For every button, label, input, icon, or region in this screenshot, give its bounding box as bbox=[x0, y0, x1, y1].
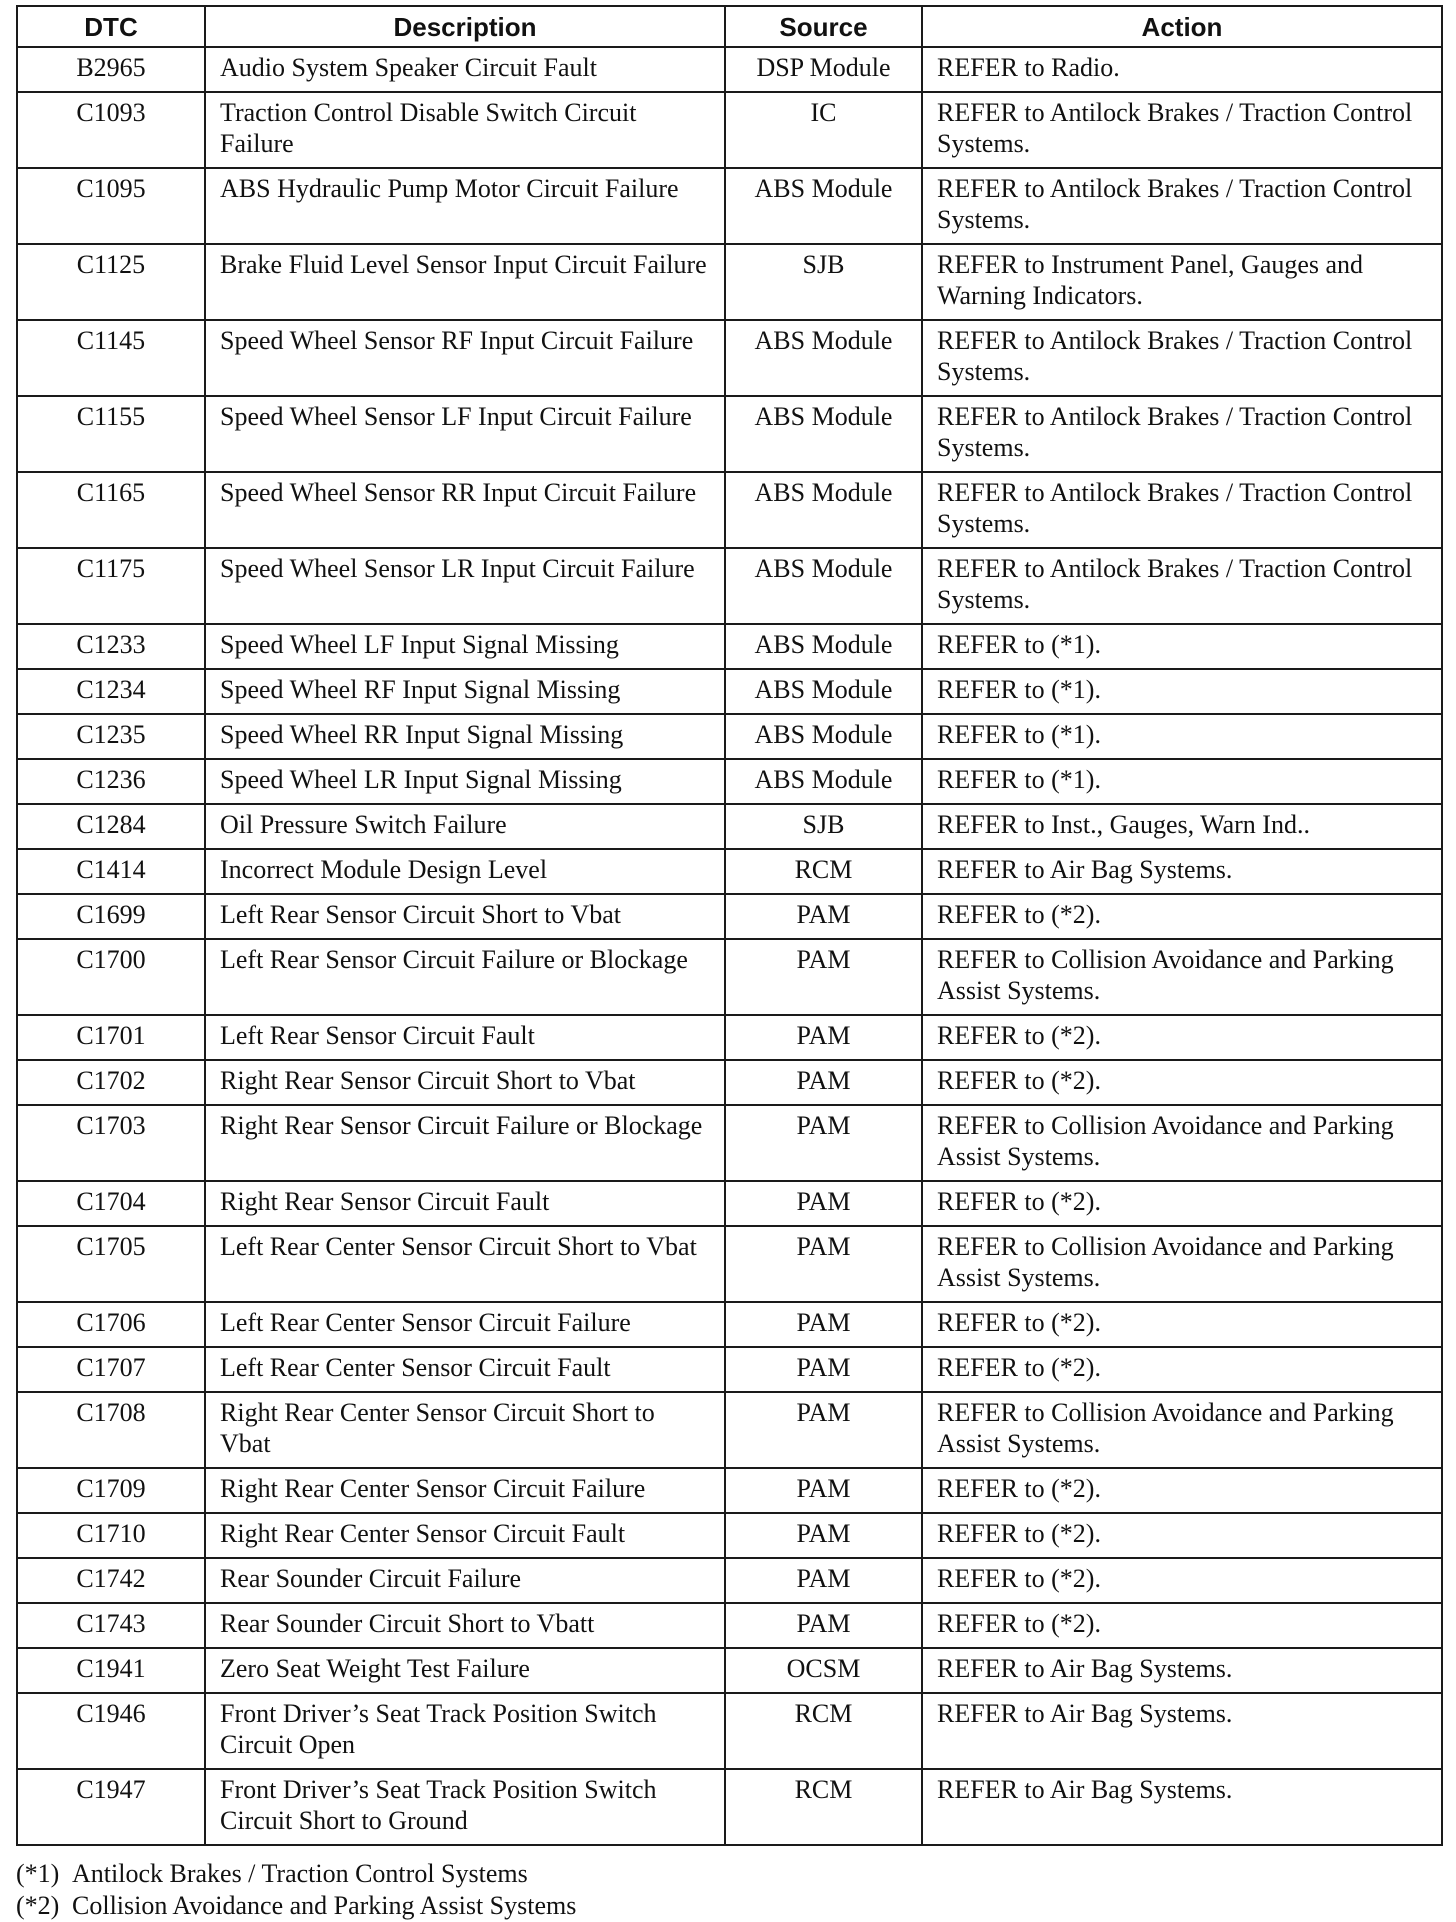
description-cell: Front Driver’s Seat Track Position Switch Circuit Open bbox=[205, 1693, 725, 1769]
dtc-cell: C1707 bbox=[17, 1347, 205, 1392]
description-cell: Left Rear Sensor Circuit Failure or Blockage bbox=[205, 939, 725, 1015]
footnote-1 bbox=[16, 1858, 1441, 1890]
dtc-cell: C1414 bbox=[17, 849, 205, 894]
source-cell: ABS Module bbox=[725, 714, 922, 759]
description-cell: Right Rear Sensor Circuit Failure or Blockage bbox=[205, 1105, 725, 1181]
table-row bbox=[17, 548, 1442, 624]
source-cell: PAM bbox=[725, 1603, 922, 1648]
source-cell: ABS Module bbox=[725, 472, 922, 548]
source-cell: DSP Module bbox=[725, 47, 922, 92]
footnote-2 bbox=[16, 1890, 1441, 1922]
action-cell: REFER to (*2). bbox=[922, 1347, 1442, 1392]
action-cell: REFER to (*1). bbox=[922, 624, 1442, 669]
action-cell: REFER to Antilock Brakes / Traction Control Systems. bbox=[922, 168, 1442, 244]
action-cell: REFER to (*2). bbox=[922, 1302, 1442, 1347]
source-cell: PAM bbox=[725, 1015, 922, 1060]
table-row bbox=[17, 1648, 1442, 1693]
description-cell: Right Rear Sensor Circuit Fault bbox=[205, 1181, 725, 1226]
dtc-cell: C1701 bbox=[17, 1015, 205, 1060]
table-row bbox=[17, 1347, 1442, 1392]
table-row bbox=[17, 1226, 1442, 1302]
table-row bbox=[17, 1015, 1442, 1060]
action-cell: REFER to (*2). bbox=[922, 1060, 1442, 1105]
table-row bbox=[17, 244, 1442, 320]
header-source: Source bbox=[725, 6, 922, 47]
footnotes bbox=[16, 1858, 1441, 1922]
footnote-text: Antilock Brakes / Traction Control Systems bbox=[72, 1859, 528, 1888]
action-cell: REFER to Collision Avoidance and Parking Assist Systems. bbox=[922, 1392, 1442, 1468]
action-cell: REFER to (*2). bbox=[922, 1181, 1442, 1226]
header-action: Action bbox=[922, 6, 1442, 47]
table-row bbox=[17, 804, 1442, 849]
action-cell: REFER to Antilock Brakes / Traction Control Systems. bbox=[922, 472, 1442, 548]
table-row bbox=[17, 1392, 1442, 1468]
action-cell: REFER to Antilock Brakes / Traction Control Systems. bbox=[922, 396, 1442, 472]
table-row bbox=[17, 1693, 1442, 1769]
description-cell: Speed Wheel Sensor LR Input Circuit Failure bbox=[205, 548, 725, 624]
source-cell: PAM bbox=[725, 1558, 922, 1603]
footnote-mark: (*2) bbox=[16, 1891, 60, 1920]
dtc-cell: C1703 bbox=[17, 1105, 205, 1181]
dtc-cell: C1284 bbox=[17, 804, 205, 849]
action-cell: REFER to (*2). bbox=[922, 1468, 1442, 1513]
action-cell: REFER to (*2). bbox=[922, 1558, 1442, 1603]
source-cell: ABS Module bbox=[725, 320, 922, 396]
description-cell: Speed Wheel LF Input Signal Missing bbox=[205, 624, 725, 669]
dtc-cell: C1155 bbox=[17, 396, 205, 472]
description-cell: Incorrect Module Design Level bbox=[205, 849, 725, 894]
action-cell: REFER to (*2). bbox=[922, 894, 1442, 939]
source-cell: PAM bbox=[725, 894, 922, 939]
dtc-cell: C1708 bbox=[17, 1392, 205, 1468]
dtc-cell: B2965 bbox=[17, 47, 205, 92]
dtc-cell: C1743 bbox=[17, 1603, 205, 1648]
dtc-cell: C1175 bbox=[17, 548, 205, 624]
action-cell: REFER to (*2). bbox=[922, 1603, 1442, 1648]
source-cell: ABS Module bbox=[725, 759, 922, 804]
source-cell: SJB bbox=[725, 804, 922, 849]
footnote-text: Collision Avoidance and Parking Assist Systems bbox=[72, 1891, 577, 1920]
description-cell: Rear Sounder Circuit Failure bbox=[205, 1558, 725, 1603]
action-cell: REFER to Antilock Brakes / Traction Control Systems. bbox=[922, 548, 1442, 624]
source-cell: IC bbox=[725, 92, 922, 168]
dtc-cell: C1710 bbox=[17, 1513, 205, 1558]
description-cell: Speed Wheel RF Input Signal Missing bbox=[205, 669, 725, 714]
description-cell: Right Rear Center Sensor Circuit Short to Vbat bbox=[205, 1392, 725, 1468]
description-cell: Speed Wheel Sensor RF Input Circuit Failure bbox=[205, 320, 725, 396]
source-cell: PAM bbox=[725, 1105, 922, 1181]
dtc-cell: C1233 bbox=[17, 624, 205, 669]
action-cell: REFER to (*2). bbox=[922, 1513, 1442, 1558]
table-row bbox=[17, 1603, 1442, 1648]
action-cell: REFER to Antilock Brakes / Traction Control Systems. bbox=[922, 320, 1442, 396]
table-row bbox=[17, 849, 1442, 894]
dtc-cell: C1709 bbox=[17, 1468, 205, 1513]
description-cell: Right Rear Center Sensor Circuit Failure bbox=[205, 1468, 725, 1513]
table-row bbox=[17, 1513, 1442, 1558]
source-cell: PAM bbox=[725, 1513, 922, 1558]
action-cell: REFER to Air Bag Systems. bbox=[922, 1693, 1442, 1769]
dtc-cell: C1235 bbox=[17, 714, 205, 759]
dtc-cell: C1700 bbox=[17, 939, 205, 1015]
dtc-cell: C1234 bbox=[17, 669, 205, 714]
dtc-cell: C1947 bbox=[17, 1769, 205, 1845]
description-cell: Oil Pressure Switch Failure bbox=[205, 804, 725, 849]
table-row bbox=[17, 894, 1442, 939]
source-cell: SJB bbox=[725, 244, 922, 320]
header-row bbox=[17, 6, 1442, 47]
description-cell: Speed Wheel Sensor LF Input Circuit Failure bbox=[205, 396, 725, 472]
dtc-cell: C1165 bbox=[17, 472, 205, 548]
table-row bbox=[17, 714, 1442, 759]
source-cell: PAM bbox=[725, 1181, 922, 1226]
description-cell: Right Rear Sensor Circuit Short to Vbat bbox=[205, 1060, 725, 1105]
description-cell: Zero Seat Weight Test Failure bbox=[205, 1648, 725, 1693]
description-cell: Left Rear Sensor Circuit Fault bbox=[205, 1015, 725, 1060]
source-cell: RCM bbox=[725, 849, 922, 894]
source-cell: PAM bbox=[725, 1347, 922, 1392]
table-row bbox=[17, 1558, 1442, 1603]
source-cell: RCM bbox=[725, 1693, 922, 1769]
description-cell: Left Rear Center Sensor Circuit Short to Vbat bbox=[205, 1226, 725, 1302]
dtc-cell: C1705 bbox=[17, 1226, 205, 1302]
dtc-cell: C1702 bbox=[17, 1060, 205, 1105]
footnote-mark: (*1) bbox=[16, 1859, 60, 1888]
description-cell: Front Driver’s Seat Track Position Switch Circuit Short to Ground bbox=[205, 1769, 725, 1845]
source-cell: ABS Module bbox=[725, 548, 922, 624]
description-cell: Left Rear Center Sensor Circuit Failure bbox=[205, 1302, 725, 1347]
action-cell: REFER to (*2). bbox=[922, 1015, 1442, 1060]
table-row bbox=[17, 396, 1442, 472]
table-row bbox=[17, 472, 1442, 548]
action-cell: REFER to Air Bag Systems. bbox=[922, 1769, 1442, 1845]
dtc-cell: C1093 bbox=[17, 92, 205, 168]
table-row bbox=[17, 1769, 1442, 1845]
action-cell: REFER to (*1). bbox=[922, 714, 1442, 759]
header-description: Description bbox=[205, 6, 725, 47]
dtc-cell: C1742 bbox=[17, 1558, 205, 1603]
source-cell: OCSM bbox=[725, 1648, 922, 1693]
table-header bbox=[17, 6, 1442, 47]
source-cell: PAM bbox=[725, 1468, 922, 1513]
action-cell: REFER to Air Bag Systems. bbox=[922, 1648, 1442, 1693]
table-row bbox=[17, 168, 1442, 244]
table-row bbox=[17, 320, 1442, 396]
dtc-cell: C1125 bbox=[17, 244, 205, 320]
dtc-cell: C1706 bbox=[17, 1302, 205, 1347]
description-cell: Audio System Speaker Circuit Fault bbox=[205, 47, 725, 92]
table-row bbox=[17, 624, 1442, 669]
dtc-cell: C1941 bbox=[17, 1648, 205, 1693]
description-cell: Right Rear Center Sensor Circuit Fault bbox=[205, 1513, 725, 1558]
table-row bbox=[17, 939, 1442, 1015]
source-cell: PAM bbox=[725, 1060, 922, 1105]
table-row bbox=[17, 759, 1442, 804]
source-cell: ABS Module bbox=[725, 168, 922, 244]
dtc-cell: C1145 bbox=[17, 320, 205, 396]
description-cell: Brake Fluid Level Sensor Input Circuit Failure bbox=[205, 244, 725, 320]
description-cell: Speed Wheel Sensor RR Input Circuit Failure bbox=[205, 472, 725, 548]
action-cell: REFER to (*1). bbox=[922, 759, 1442, 804]
dtc-cell: C1946 bbox=[17, 1693, 205, 1769]
dtc-table bbox=[16, 5, 1443, 1846]
action-cell: REFER to Radio. bbox=[922, 47, 1442, 92]
description-cell: Traction Control Disable Switch Circuit Failure bbox=[205, 92, 725, 168]
source-cell: PAM bbox=[725, 1392, 922, 1468]
description-cell: ABS Hydraulic Pump Motor Circuit Failure bbox=[205, 168, 725, 244]
description-cell: Left Rear Sensor Circuit Short to Vbat bbox=[205, 894, 725, 939]
action-cell: REFER to Antilock Brakes / Traction Control Systems. bbox=[922, 92, 1442, 168]
table-row bbox=[17, 1302, 1442, 1347]
source-cell: ABS Module bbox=[725, 624, 922, 669]
source-cell: ABS Module bbox=[725, 396, 922, 472]
description-cell: Speed Wheel LR Input Signal Missing bbox=[205, 759, 725, 804]
table-row bbox=[17, 1468, 1442, 1513]
action-cell: REFER to (*1). bbox=[922, 669, 1442, 714]
table-row bbox=[17, 1060, 1442, 1105]
source-cell: PAM bbox=[725, 1226, 922, 1302]
table-row bbox=[17, 1105, 1442, 1181]
table-row bbox=[17, 47, 1442, 92]
action-cell: REFER to Collision Avoidance and Parking Assist Systems. bbox=[922, 1226, 1442, 1302]
action-cell: REFER to Inst., Gauges, Warn Ind.. bbox=[922, 804, 1442, 849]
source-cell: PAM bbox=[725, 939, 922, 1015]
source-cell: PAM bbox=[725, 1302, 922, 1347]
table-row bbox=[17, 669, 1442, 714]
source-cell: ABS Module bbox=[725, 669, 922, 714]
action-cell: REFER to Air Bag Systems. bbox=[922, 849, 1442, 894]
action-cell: REFER to Collision Avoidance and Parking Assist Systems. bbox=[922, 939, 1442, 1015]
description-cell: Left Rear Center Sensor Circuit Fault bbox=[205, 1347, 725, 1392]
source-cell: RCM bbox=[725, 1769, 922, 1845]
dtc-cell: C1236 bbox=[17, 759, 205, 804]
header-dtc: DTC bbox=[17, 6, 205, 47]
table-row bbox=[17, 1181, 1442, 1226]
dtc-cell: C1704 bbox=[17, 1181, 205, 1226]
description-cell: Rear Sounder Circuit Short to Vbatt bbox=[205, 1603, 725, 1648]
action-cell: REFER to Collision Avoidance and Parking Assist Systems. bbox=[922, 1105, 1442, 1181]
description-cell: Speed Wheel RR Input Signal Missing bbox=[205, 714, 725, 759]
table-body bbox=[17, 47, 1442, 1845]
action-cell: REFER to Instrument Panel, Gauges and Warning Indicators. bbox=[922, 244, 1442, 320]
dtc-cell: C1095 bbox=[17, 168, 205, 244]
table-row bbox=[17, 92, 1442, 168]
dtc-cell: C1699 bbox=[17, 894, 205, 939]
